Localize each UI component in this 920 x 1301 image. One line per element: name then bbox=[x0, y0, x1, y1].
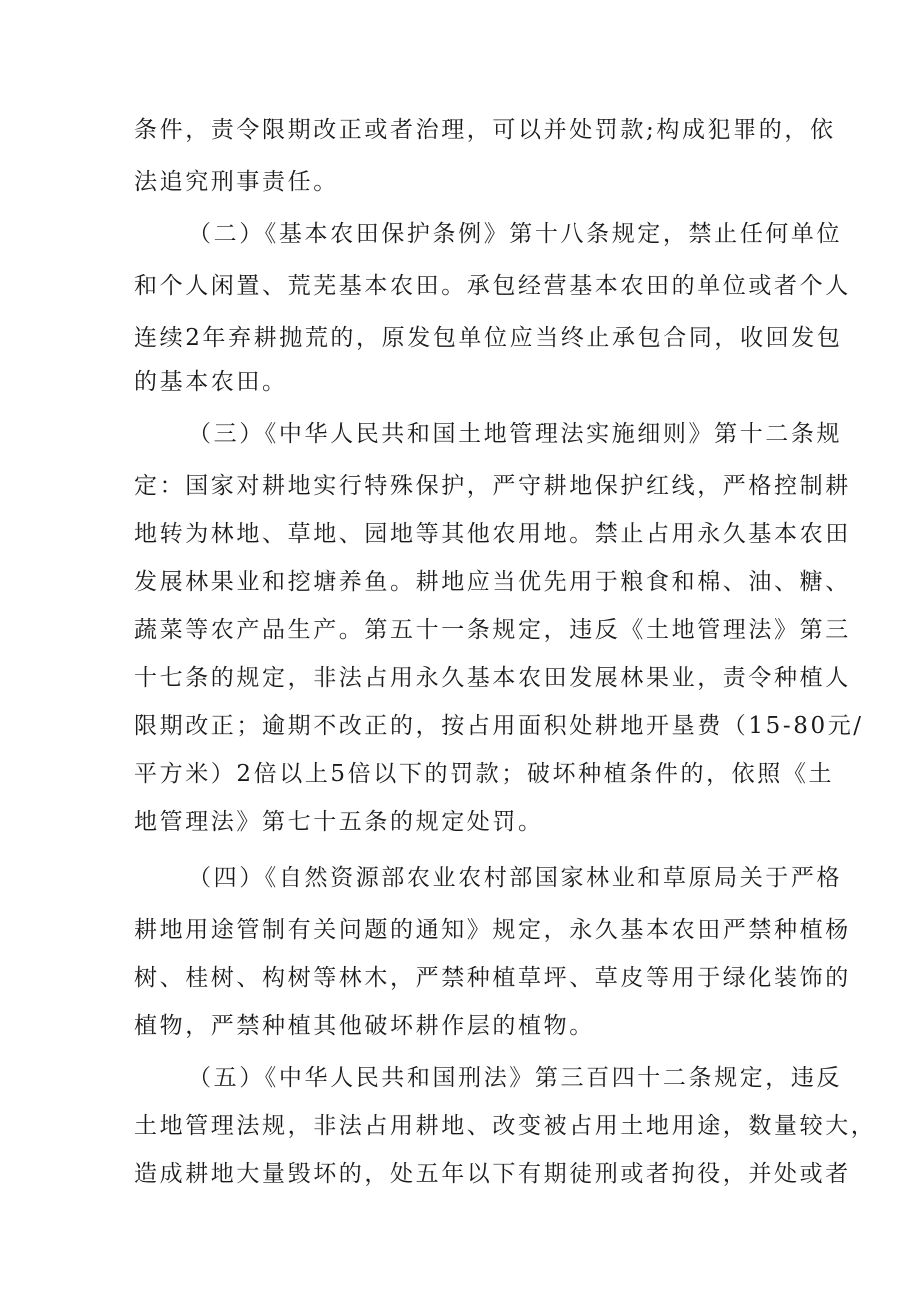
paragraph-2-start: （二）《基本农田保护条例》第十八条规定，禁止任何单位 bbox=[188, 221, 843, 247]
text-line: 十七条的规定，非法占用永久基本农田发展林果业，责令种植人 bbox=[134, 665, 851, 691]
text-line: 的基本农田。 bbox=[134, 369, 288, 395]
text-line: 地转为林地、草地、园地等其他农用地。禁止占用永久基本农田 bbox=[134, 521, 851, 547]
text-line: 土地管理法规，非法占用耕地、改变被占用土地用途，数量较大， bbox=[134, 1113, 877, 1139]
text-line: 造成耕地大量毁坏的，处五年以下有期徒刑或者拘役，并处或者 bbox=[134, 1161, 851, 1187]
text-line: 地管理法》第七十五条的规定处罚。 bbox=[134, 809, 544, 835]
paragraph-5-start: （五）《中华人民共和国刑法》第三百四十二条规定，违反 bbox=[188, 1065, 843, 1091]
text-line: 耕地用途管制有关问题的通知》规定，永久基本农田严禁种植杨 bbox=[134, 917, 851, 943]
text-line: 发展林果业和挖塘养鱼。耕地应当优先用于粮食和棉、油、糖、 bbox=[134, 569, 851, 595]
text-line: 条件，责令限期改正或者治理，可以并处罚款;构成犯罪的，依 bbox=[134, 117, 836, 143]
text-line: 定：国家对耕地实行特殊保护，严守耕地保护红线，严格控制耕 bbox=[134, 473, 851, 499]
text-line: 连续2年弃耕抛荒的，原发包单位应当终止承包合同，收回发包 bbox=[134, 325, 843, 351]
text-line: 树、桂树、构树等林木，严禁种植草坪、草皮等用于绿化装饰的 bbox=[134, 965, 851, 991]
text-line: 植物，严禁种植其他破坏耕作层的植物。 bbox=[134, 1013, 595, 1039]
text-line: 和个人闲置、荒芜基本农田。承包经营基本农田的单位或者个人 bbox=[134, 273, 851, 299]
text-line: 法追究刑事责任。 bbox=[134, 169, 339, 195]
text-line: 限期改正；逾期不改正的，按占用面积处耕地开垦费（15-80元/ bbox=[134, 713, 864, 739]
text-line: 平方米）2倍以上5倍以下的罚款；破坏种植条件的，依照《土 bbox=[134, 761, 835, 787]
paragraph-3-start: （三）《中华人民共和国土地管理法实施细则》第十二条规 bbox=[188, 421, 843, 447]
paragraph-4-start: （四）《自然资源部农业农村部国家林业和草原局关于严格 bbox=[188, 865, 843, 891]
text-line: 蔬菜等农产品生产。第五十一条规定，违反《土地管理法》第三 bbox=[134, 617, 851, 643]
